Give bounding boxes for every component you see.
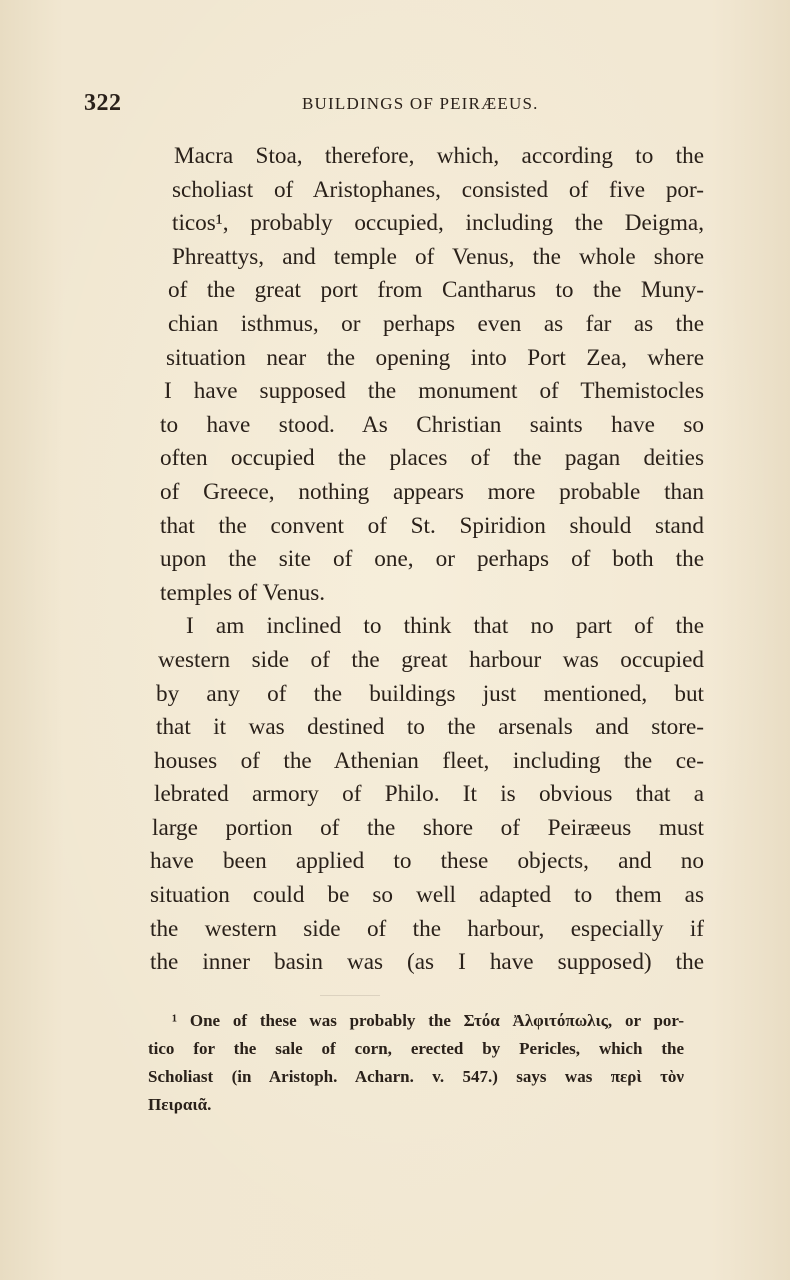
body-line: houses of the Athenian fleet, including the ce- xyxy=(154,747,704,774)
footnote-line: Πειραιᾶ. xyxy=(148,1095,212,1114)
body-line: scholiast of Aristophanes, consisted of five por- xyxy=(172,176,704,203)
body-line: Macra Stoa, therefore, which, according to the xyxy=(174,143,704,169)
running-title: BUILDINGS OF PEIRÆEUS. xyxy=(302,94,539,113)
body-line: the western side of the harbour, especially if xyxy=(150,915,704,942)
body-line: that it was destined to the arsenals and store- xyxy=(156,714,704,741)
body-line: have been applied to these objects, and no xyxy=(150,848,704,875)
body-line: the inner basin was (as I have supposed) the xyxy=(150,949,704,976)
body-line: chian isthmus, or perhaps even as far as the xyxy=(168,310,704,337)
body-line: to have stood. As Christian saints have so xyxy=(160,411,704,438)
body-line: often occupied the places of the pagan deities xyxy=(160,445,704,472)
footnotes xyxy=(148,1007,684,1119)
footnote-line: ¹ One of these was probably the Στόα Ἀλφιτόπωλις, or por- xyxy=(172,1011,684,1030)
running-head xyxy=(84,90,704,120)
footnote-line: Scholiast (in Aristoph. Acharn. v. 547.) says was περὶ τὸν xyxy=(148,1067,684,1086)
body-line: western side of the great harbour was occupied xyxy=(158,646,704,673)
footnote-line: tico for the sale of corn, erected by Pericles, which the xyxy=(148,1039,684,1058)
body-line: by any of the buildings just mentioned, but xyxy=(156,680,704,707)
footnote-rule xyxy=(320,995,380,996)
body-line: temples of Venus. xyxy=(160,579,326,606)
body-line: of the great port from Cantharus to the Muny- xyxy=(168,277,704,304)
body-line: large portion of the shore of Peiræeus must xyxy=(152,814,704,841)
body-line: upon the site of one, or perhaps of both the xyxy=(160,546,704,573)
body-text xyxy=(148,140,704,980)
body-line: I am inclined to think that no part of the xyxy=(186,613,704,640)
body-line: lebrated armory of Philo. It is obvious that a xyxy=(154,781,704,808)
page-number: 322 xyxy=(84,90,122,116)
body-line: I have supposed the monument of Themistocles xyxy=(164,378,704,405)
body-line: that the convent of St. Spiridion should stand xyxy=(160,512,704,539)
body-line: situation near the opening into Port Zea, where xyxy=(166,344,704,371)
body-line: situation could be so well adapted to them as xyxy=(150,882,704,909)
body-line: ticos¹, probably occupied, including the Deigma, xyxy=(172,210,704,237)
body-line: Phreattys, and temple of Venus, the whole shore xyxy=(172,243,704,270)
body-line: of Greece, nothing appears more probable than xyxy=(160,478,704,505)
